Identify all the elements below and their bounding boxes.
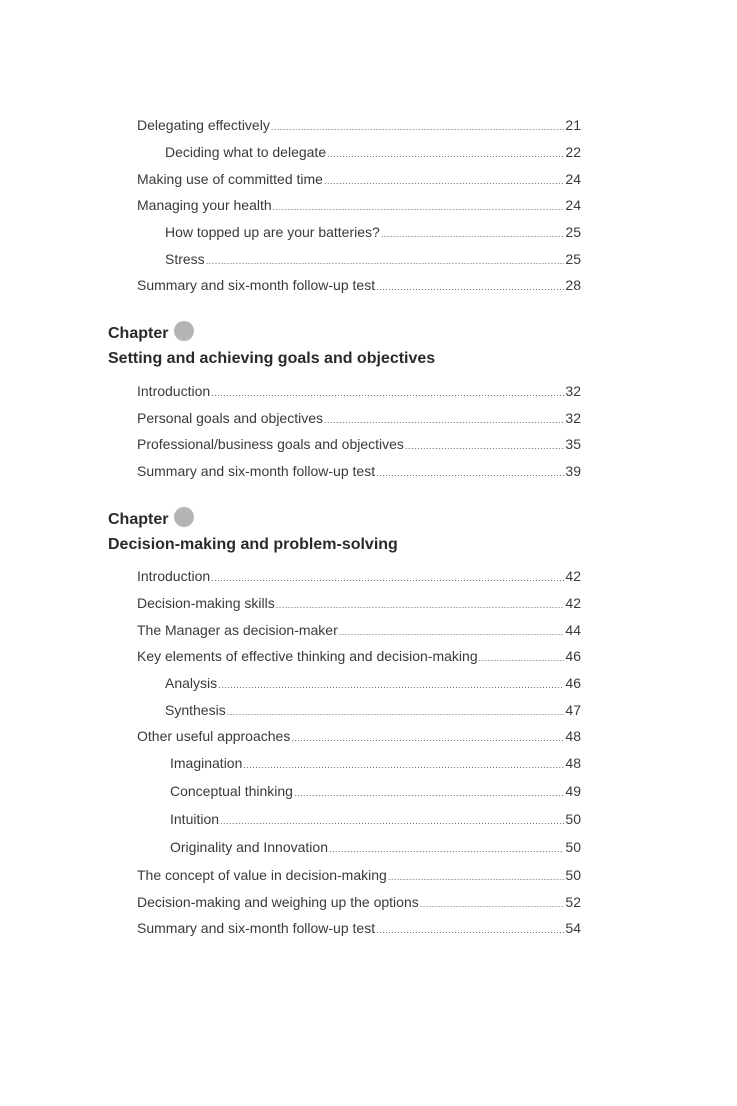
toc-entry-label: Introduction — [137, 383, 211, 399]
toc-entry — [0, 917, 737, 939]
dot-leader — [376, 276, 564, 298]
toc-entry-label: Decision-making skills — [137, 595, 275, 611]
dot-leader — [329, 838, 564, 860]
dot-leader — [381, 223, 565, 245]
toc-entry — [0, 565, 737, 587]
toc-entry — [0, 248, 737, 270]
toc-entry-label: Professional/business goals and objectives — [137, 436, 404, 452]
toc-entry-page: 49 — [565, 783, 581, 799]
toc-entry — [0, 836, 737, 858]
toc-entry-label: Summary and six-month follow-up test — [137, 920, 376, 936]
toc-entry — [0, 380, 737, 402]
dot-leader — [227, 701, 565, 723]
dot-leader — [211, 567, 564, 589]
chapter-label: Chapter — [108, 511, 169, 528]
toc-entry — [0, 808, 737, 830]
toc-entry — [0, 780, 737, 802]
toc-entry — [0, 194, 737, 216]
toc-entry — [0, 619, 737, 641]
chapter-heading — [108, 510, 194, 530]
toc-entry-page: 28 — [565, 277, 581, 293]
toc-entry — [0, 699, 737, 721]
chapter-label: Chapter — [108, 325, 169, 342]
toc-entry-label: Conceptual thinking — [170, 783, 293, 799]
chapter-number-circle-icon — [174, 507, 194, 527]
toc-entry — [0, 114, 737, 136]
toc-entry-label: Other useful approaches — [137, 728, 291, 744]
toc-entry — [0, 141, 737, 163]
toc-entry-page: 35 — [565, 436, 581, 452]
toc-entry-page: 42 — [565, 595, 581, 611]
chapter-title: Decision-making and problem-solving — [108, 536, 398, 553]
toc-entry-page: 22 — [565, 144, 581, 160]
toc-entry-label: Synthesis — [165, 702, 226, 718]
toc-entry-page: 44 — [565, 622, 581, 638]
dot-leader — [294, 782, 564, 804]
dot-leader — [339, 621, 565, 643]
toc-entry-page: 32 — [565, 410, 581, 426]
dot-leader — [211, 382, 564, 404]
toc-entry-page: 47 — [565, 702, 581, 718]
chapter-title: Setting and achieving goals and objectives — [108, 350, 436, 367]
dot-leader — [276, 594, 565, 616]
toc-entry-label: Imagination — [170, 755, 243, 771]
toc-entry-label: Summary and six-month follow-up test — [137, 277, 376, 293]
dot-leader — [271, 116, 565, 138]
toc-entry-label: Personal goals and objectives — [137, 410, 324, 426]
toc-entry-label: The concept of value in decision-making — [137, 867, 387, 883]
toc-entry-page: 24 — [565, 197, 581, 213]
toc-entry-page: 52 — [565, 894, 581, 910]
dot-leader — [324, 170, 564, 192]
chapter-number-circle-icon — [174, 321, 194, 341]
dot-leader — [405, 435, 564, 457]
toc-entry-label: Summary and six-month follow-up test — [137, 463, 376, 479]
toc-entry-page: 48 — [565, 728, 581, 744]
dot-leader — [324, 409, 564, 431]
dot-leader — [388, 866, 565, 888]
toc-entry — [0, 274, 737, 296]
toc-entry — [0, 672, 737, 694]
toc-entry-label: Making use of committed time — [137, 171, 323, 187]
toc-entry-label: Managing your health — [137, 197, 272, 213]
toc-entry — [0, 221, 737, 243]
dot-leader — [206, 250, 565, 272]
dot-leader — [291, 727, 564, 749]
toc-entry-page: 25 — [565, 224, 581, 240]
toc-entry-page: 25 — [565, 251, 581, 267]
toc-entry-label: Decision-making and weighing up the options — [137, 894, 419, 910]
dot-leader — [327, 143, 564, 165]
toc-entry-label: Intuition — [170, 811, 220, 827]
toc-entry-label: How topped up are your batteries? — [165, 224, 380, 240]
toc-entry-label: Key elements of effective thinking and decision-making — [137, 648, 478, 664]
toc-entry-page: 32 — [565, 383, 581, 399]
toc-entry-page: 50 — [565, 811, 581, 827]
toc-entry-label: Analysis — [165, 675, 218, 691]
toc-entry — [0, 407, 737, 429]
toc-entry-label: Deciding what to delegate — [165, 144, 327, 160]
toc-entry-page: 46 — [565, 675, 581, 691]
toc-entry-page: 50 — [565, 839, 581, 855]
toc-entry — [0, 433, 737, 455]
toc-entry-label: Originality and Innovation — [170, 839, 328, 855]
toc-entry-label: Introduction — [137, 568, 211, 584]
dot-leader — [273, 196, 565, 218]
toc-entry-label: Stress — [165, 251, 205, 267]
toc-entry — [0, 725, 737, 747]
chapter-heading — [108, 324, 194, 344]
toc-entry — [0, 864, 737, 886]
dot-leader — [479, 647, 565, 669]
dot-leader — [420, 893, 565, 915]
toc-entry-page: 46 — [565, 648, 581, 664]
dot-leader — [376, 919, 564, 941]
toc-entry — [0, 752, 737, 774]
toc-entry-label: The Manager as decision-maker — [137, 622, 338, 638]
toc-entry-page: 42 — [565, 568, 581, 584]
toc-entry-page: 24 — [565, 171, 581, 187]
toc-entry-page: 39 — [565, 463, 581, 479]
dot-leader — [220, 810, 564, 832]
toc-entry — [0, 645, 737, 667]
toc-entry-page: 50 — [565, 867, 581, 883]
toc-entry — [0, 592, 737, 614]
toc-entry — [0, 460, 737, 482]
toc-entry — [0, 168, 737, 190]
toc-entry-page: 54 — [565, 920, 581, 936]
toc-entry — [0, 891, 737, 913]
toc-entry-label: Delegating effectively — [137, 117, 270, 133]
toc-entry-page: 21 — [565, 117, 581, 133]
dot-leader — [376, 462, 564, 484]
dot-leader — [243, 754, 564, 776]
toc-entry-page: 48 — [565, 755, 581, 771]
dot-leader — [218, 674, 564, 696]
